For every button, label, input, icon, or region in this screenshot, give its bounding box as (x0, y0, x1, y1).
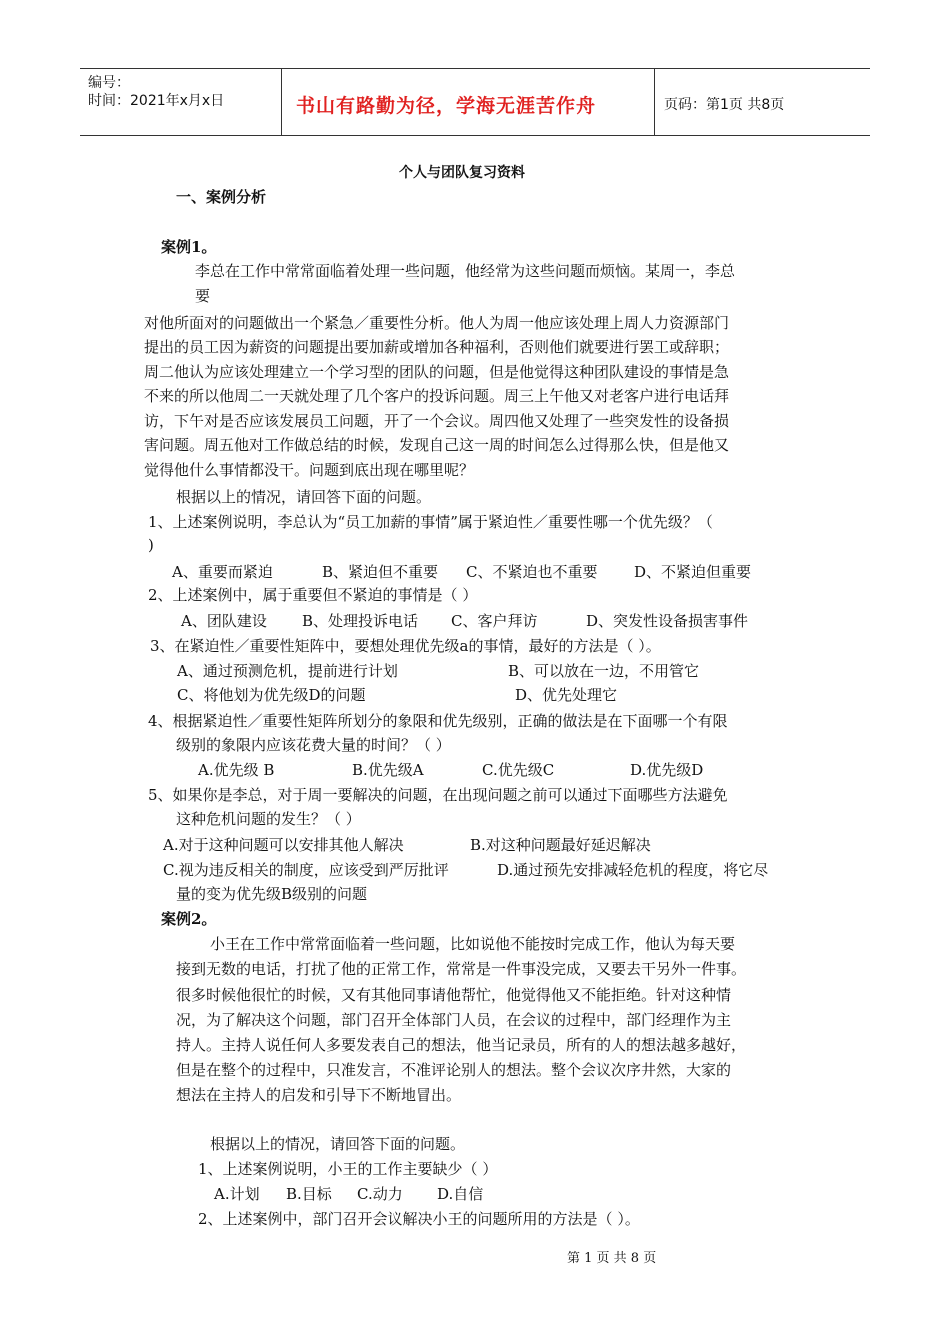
case1-para-line: 提出的员工因为薪资的问题提出要加薪或增加各种福利，否则他们就要进行罢工或辞职； (144, 338, 730, 356)
case2-para-line: 况，为了解决这个问题，部门召开全体部门人员，在会议的过程中，部门经理作为主 (176, 1011, 732, 1029)
case1-q1-option-d: D、不紧迫但重要 (634, 563, 752, 581)
case1-question-5: 5、如果你是李总，对于周一要解决的问题，在出现问题之前可以通过下面哪些方法避免 (148, 786, 728, 804)
case1-para-line: 周二他认为应该处理建立一个学习型的团队的问题，但是他觉得这种团队建设的事情是急 (144, 363, 730, 381)
case1-q5-option-d-cont: 量的变为优先级B级别的问题 (176, 885, 368, 903)
header-top-rule (80, 68, 870, 69)
case1-para-line: 觉得他什么事情都没干。问题到底出现在哪里呢？ (144, 461, 475, 479)
case1-q5-option-a: A.对于这种问题可以安排其他人解决 (163, 836, 404, 854)
header-bottom-rule (80, 135, 870, 136)
case1-para-line: 害问题。周五他对工作做总结的时候，发现自己这一周的时间怎么过得那么快，但是他又 (144, 436, 730, 454)
case2-para-line: 想法在主持人的启发和引导下不断地冒出。 (176, 1086, 462, 1104)
header-page-label: 页码：第1页 共8页 (664, 97, 785, 113)
case1-q4-option-b: B.优先级A (352, 761, 424, 779)
case1-para-line: 访，下午对是否应该发展员工问题，开了一个会议。周四他又处理了一些突发性的设备损 (144, 412, 730, 430)
header-divider-1 (281, 68, 282, 136)
case1-para-line: 不来的所以他周二一天就处理了几个客户的投诉问题。周三上午他又对老客户进行电话拜 (144, 387, 730, 405)
case2-question-1: 1、上述案例说明，小王的工作主要缺少（ ） (198, 1160, 498, 1178)
section-heading: 一、案例分析 (176, 188, 267, 206)
case1-question-3: 3、在紧迫性／重要性矩阵中，要想处理优先级a的事情，最好的方法是（ ）。 (150, 637, 661, 655)
case2-para-line: 但是在整个的过程中，只准发言，不准评论别人的想法。整个会议次序井然，大家的 (176, 1061, 732, 1079)
case1-question-5-cont: 这种危机问题的发生？（ ） (176, 810, 361, 828)
header-serial-label: 编号： (88, 75, 130, 91)
case2-para-line: 接到无数的电话，打扰了他的正常工作，常常是一件事没完成，又要去干另外一件事。 (176, 960, 747, 978)
case1-q3-option-a: A、通过预测危机，提前进行计划 (177, 662, 398, 680)
case1-q4-option-d: D.优先级D (630, 761, 704, 779)
case1-q4-option-c: C.优先级C (482, 761, 555, 779)
case1-q4-option-a: A.优先级 B (198, 761, 275, 779)
document-title: 个人与团队复习资料 (399, 165, 525, 181)
case1-q1-option-b: B、紧迫但不重要 (322, 563, 439, 581)
page-footer: 第 1 页 共 8 页 (567, 1251, 657, 1266)
header-motto: 书山有路勤为径，学海无涯苦作舟 (296, 95, 597, 117)
case1-q1-option-a: A、重要而紧迫 (172, 563, 273, 581)
case1-question-1: 1、上述案例说明，李总认为“员工加薪的事情”属于紧迫性／重要性哪一个优先级？（ (148, 513, 713, 531)
case2-heading: 案例2。 (161, 910, 217, 928)
case2-prompt: 根据以上的情况，请回答下面的问题。 (210, 1135, 466, 1153)
case2-q1-option-d: D.自信 (437, 1185, 484, 1203)
case2-para-line: 持人。主持人说任何人多要发表自己的想法，他当记录员，所有的人的想法越多越好， (176, 1036, 747, 1054)
case1-question-4: 4、根据紧迫性／重要性矩阵所划分的象限和优先级别，正确的做法是在下面哪一个有限 (148, 712, 728, 730)
case1-para-line: 要 (195, 287, 211, 305)
case1-prompt: 根据以上的情况，请回答下面的问题。 (176, 488, 432, 506)
case1-q3-option-b: B、可以放在一边，不用管它 (508, 662, 700, 680)
case2-para-line: 很多时候他很忙的时候，又有其他同事请他帮忙，他觉得他又不能拒绝。针对这种情 (176, 986, 732, 1004)
case1-question-1-cont: ) (148, 536, 154, 554)
case1-heading: 案例1。 (161, 238, 217, 256)
case2-para-line: 小王在工作中常常面临着一些问题，比如说他不能按时完成工作，他认为每天要 (210, 935, 736, 953)
case2-q1-option-a: A.计划 (214, 1185, 260, 1203)
case1-question-2: 2、上述案例中，属于重要但不紧迫的事情是（ ） (148, 586, 478, 604)
case1-q5-option-b: B.对这种问题最好延迟解决 (470, 836, 651, 854)
case1-q3-option-d: D、优先处理它 (515, 686, 618, 704)
header-divider-2 (654, 68, 655, 136)
case1-q5-option-c: C.视为违反相关的制度，应该受到严厉批评 (163, 861, 449, 879)
case2-q1-option-b: B.目标 (286, 1185, 332, 1203)
header-date-label: 时间：2021年x月x日 (88, 93, 225, 109)
case1-q2-option-d: D、突发性设备损害事件 (586, 612, 749, 630)
case2-question-2: 2、上述案例中，部门召开会议解决小王的问题所用的方法是（ ）。 (198, 1210, 640, 1228)
case1-q2-option-c: C、客户拜访 (451, 612, 538, 630)
case2-q1-option-c: C.动力 (357, 1185, 403, 1203)
case1-q3-option-c: C、将他划为优先级D的问题 (177, 686, 366, 704)
case1-para-line: 李总在工作中常常面临着处理一些问题，他经常为这些问题而烦恼。某周一，李总 (195, 262, 736, 280)
case1-q2-option-a: A、团队建设 (181, 612, 267, 630)
case1-question-4-cont: 级别的象限内应该花费大量的时间？（ ） (176, 736, 451, 754)
case1-q1-option-c: C、不紧迫也不重要 (466, 563, 598, 581)
case1-q5-option-d: D.通过预先安排减轻危机的程度，将它尽 (497, 861, 769, 879)
case1-q2-option-b: B、处理投诉电话 (302, 612, 419, 630)
case1-para-line: 对他所面对的问题做出一个紧急／重要性分析。他人为周一他应该处理上周人力资源部门 (144, 314, 730, 332)
